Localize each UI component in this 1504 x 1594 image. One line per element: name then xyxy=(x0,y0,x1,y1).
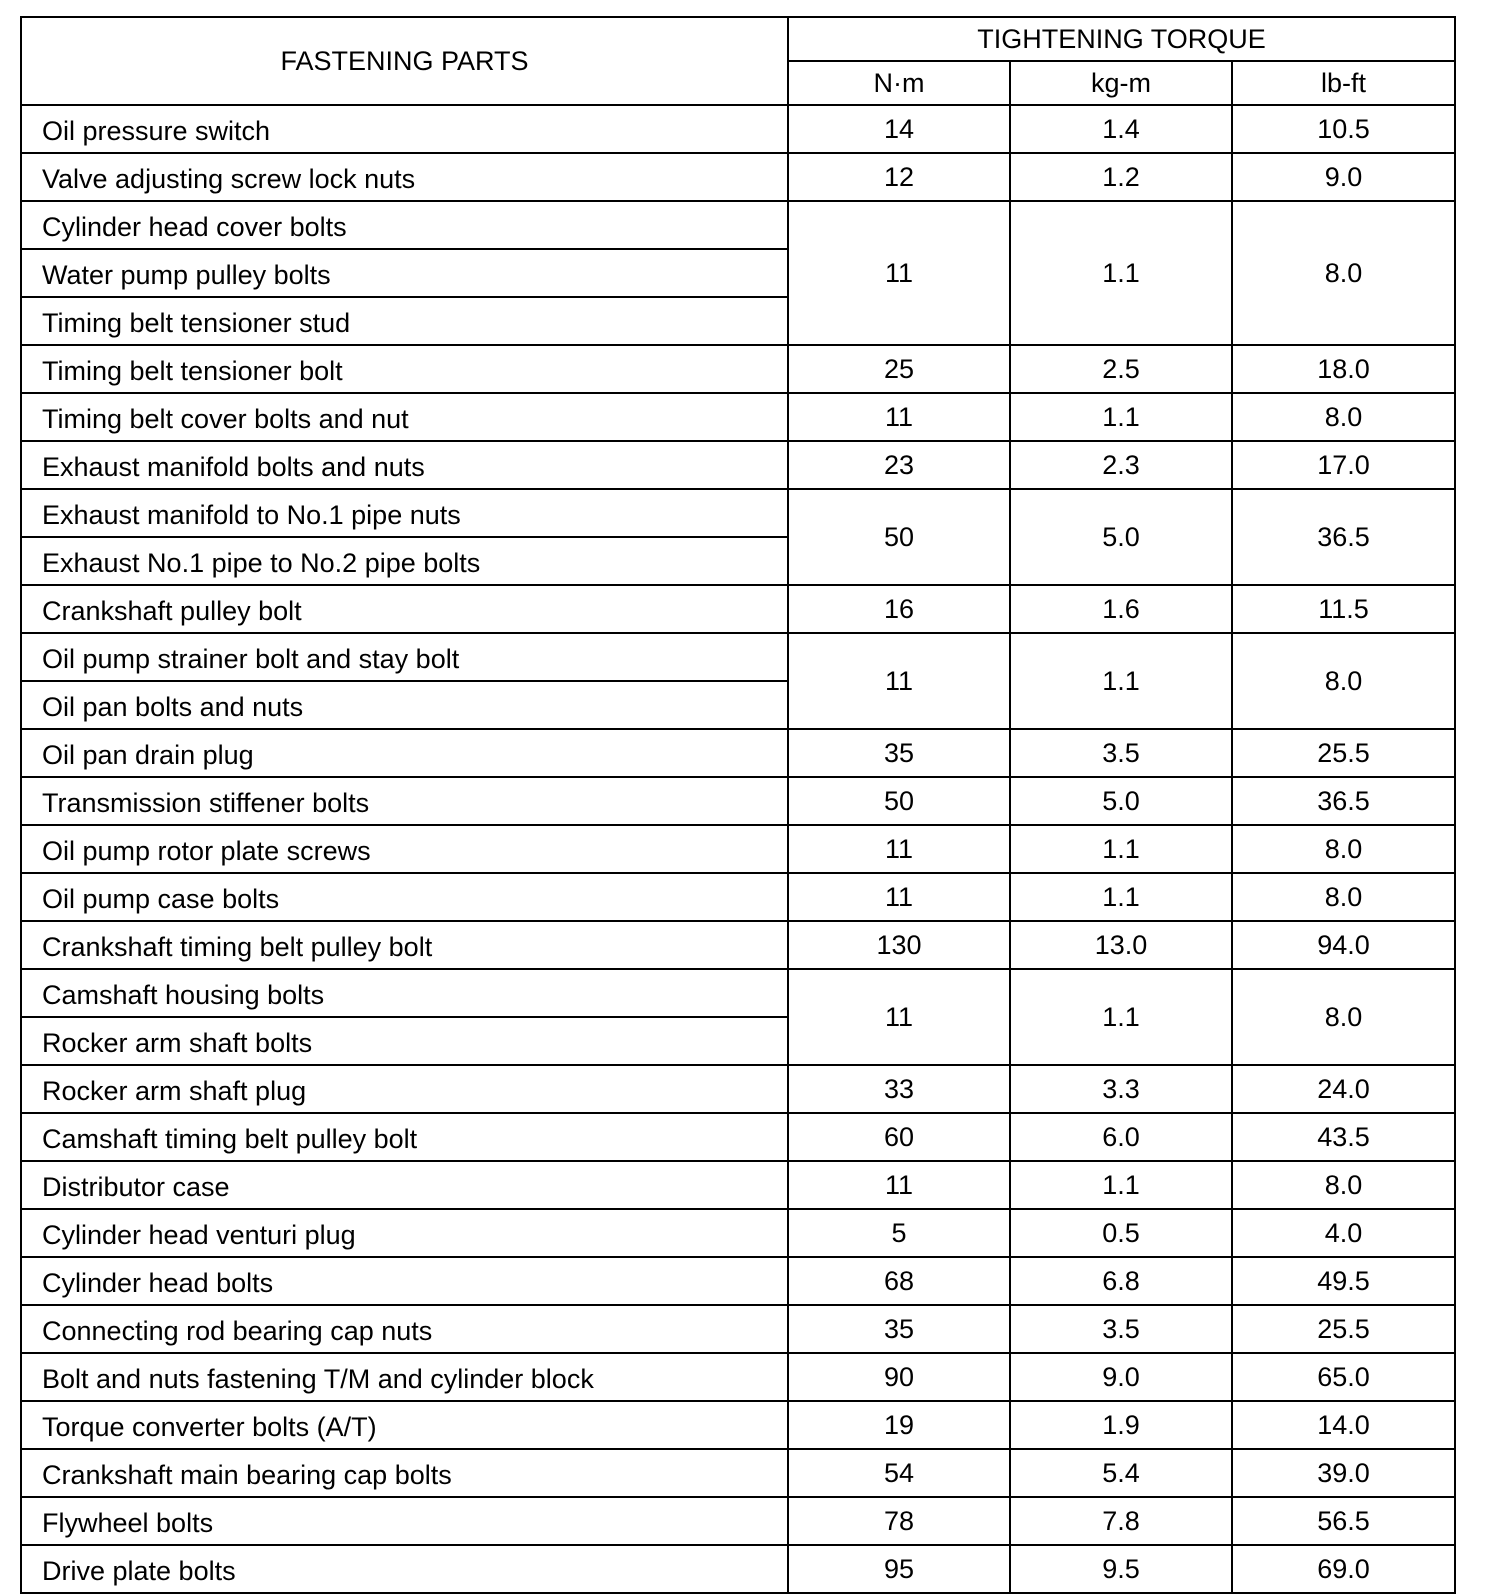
table-row xyxy=(21,1449,1455,1497)
torque-kgm-cell: 3.3 xyxy=(1010,1065,1232,1113)
table-row xyxy=(21,969,1455,1017)
torque-lbft-cell: 9.0 xyxy=(1232,153,1455,201)
table-row xyxy=(21,1065,1455,1113)
torque-lbft-cell: 17.0 xyxy=(1232,441,1455,489)
table-row xyxy=(21,489,1455,537)
torque-nm-cell: 33 xyxy=(788,1065,1010,1113)
torque-nm-cell: 11 xyxy=(788,201,1010,345)
torque-lbft-cell: 4.0 xyxy=(1232,1209,1455,1257)
torque-lbft-cell: 8.0 xyxy=(1232,393,1455,441)
fastening-part-cell: Oil pump strainer bolt and stay bolt xyxy=(21,633,788,681)
torque-lbft-cell: 43.5 xyxy=(1232,1113,1455,1161)
torque-nm-cell: 11 xyxy=(788,393,1010,441)
torque-kgm-cell: 1.1 xyxy=(1010,633,1232,729)
fastening-part-cell: Cylinder head cover bolts xyxy=(21,201,788,249)
fastening-part-cell: Transmission stiffener bolts xyxy=(21,777,788,825)
torque-kgm-cell: 13.0 xyxy=(1010,921,1232,969)
torque-kgm-cell: 9.5 xyxy=(1010,1545,1232,1593)
fastening-part-cell: Camshaft housing bolts xyxy=(21,969,788,1017)
torque-lbft-cell: 36.5 xyxy=(1232,489,1455,585)
fastening-part-cell: Timing belt cover bolts and nut xyxy=(21,393,788,441)
fastening-part-cell: Rocker arm shaft bolts xyxy=(21,1017,788,1065)
torque-lbft-cell: 56.5 xyxy=(1232,1497,1455,1545)
torque-kgm-cell: 6.8 xyxy=(1010,1257,1232,1305)
torque-kgm-cell: 3.5 xyxy=(1010,729,1232,777)
torque-kgm-cell: 0.5 xyxy=(1010,1209,1232,1257)
torque-nm-cell: 35 xyxy=(788,729,1010,777)
table-row xyxy=(21,1257,1455,1305)
torque-lbft-cell: 11.5 xyxy=(1232,585,1455,633)
torque-nm-cell: 60 xyxy=(788,1113,1010,1161)
header-row xyxy=(21,17,1455,61)
torque-lbft-cell: 49.5 xyxy=(1232,1257,1455,1305)
table-row xyxy=(21,729,1455,777)
torque-nm-cell: 11 xyxy=(788,873,1010,921)
torque-kgm-cell: 1.9 xyxy=(1010,1401,1232,1449)
torque-kgm-cell: 6.0 xyxy=(1010,1113,1232,1161)
fastening-part-cell: Exhaust No.1 pipe to No.2 pipe bolts xyxy=(21,537,788,585)
torque-lbft-cell: 8.0 xyxy=(1232,1161,1455,1209)
torque-kgm-cell: 9.0 xyxy=(1010,1353,1232,1401)
table-row xyxy=(21,1545,1455,1593)
torque-lbft-cell: 8.0 xyxy=(1232,633,1455,729)
torque-lbft-cell: 18.0 xyxy=(1232,345,1455,393)
fastening-part-cell: Camshaft timing belt pulley bolt xyxy=(21,1113,788,1161)
table-row xyxy=(21,1353,1455,1401)
torque-lbft-cell: 8.0 xyxy=(1232,969,1455,1065)
fastening-part-cell: Oil pump rotor plate screws xyxy=(21,825,788,873)
table-row xyxy=(21,873,1455,921)
fastening-part-cell: Torque converter bolts (A/T) xyxy=(21,1401,788,1449)
torque-nm-cell: 11 xyxy=(788,633,1010,729)
torque-lbft-cell: 8.0 xyxy=(1232,873,1455,921)
fastening-part-cell: Rocker arm shaft plug xyxy=(21,1065,788,1113)
table-row xyxy=(21,345,1455,393)
torque-nm-cell: 23 xyxy=(788,441,1010,489)
torque-nm-cell: 68 xyxy=(788,1257,1010,1305)
torque-nm-cell: 50 xyxy=(788,777,1010,825)
torque-lbft-cell: 39.0 xyxy=(1232,1449,1455,1497)
fastening-part-cell: Cylinder head bolts xyxy=(21,1257,788,1305)
fastening-part-cell: Cylinder head venturi plug xyxy=(21,1209,788,1257)
torque-nm-cell: 11 xyxy=(788,825,1010,873)
torque-table xyxy=(20,16,1456,1594)
torque-nm-cell: 16 xyxy=(788,585,1010,633)
fastening-part-cell: Exhaust manifold bolts and nuts xyxy=(21,441,788,489)
table-row xyxy=(21,633,1455,681)
unit-kgm-header: kg-m xyxy=(1010,61,1232,105)
table-row xyxy=(21,201,1455,249)
fastening-part-cell: Drive plate bolts xyxy=(21,1545,788,1593)
fastening-part-cell: Connecting rod bearing cap nuts xyxy=(21,1305,788,1353)
torque-nm-cell: 25 xyxy=(788,345,1010,393)
table-row xyxy=(21,1305,1455,1353)
torque-kgm-cell: 1.2 xyxy=(1010,153,1232,201)
torque-nm-cell: 5 xyxy=(788,1209,1010,1257)
fastening-part-cell: Bolt and nuts fastening T/M and cylinder block xyxy=(21,1353,788,1401)
torque-lbft-cell: 8.0 xyxy=(1232,825,1455,873)
torque-kgm-cell: 2.3 xyxy=(1010,441,1232,489)
table-row xyxy=(21,393,1455,441)
torque-lbft-cell: 69.0 xyxy=(1232,1545,1455,1593)
torque-kgm-cell: 3.5 xyxy=(1010,1305,1232,1353)
table-row xyxy=(21,1113,1455,1161)
torque-kgm-cell: 5.4 xyxy=(1010,1449,1232,1497)
fastening-part-cell: Flywheel bolts xyxy=(21,1497,788,1545)
torque-kgm-cell: 7.8 xyxy=(1010,1497,1232,1545)
table-row xyxy=(21,585,1455,633)
table-row xyxy=(21,153,1455,201)
torque-lbft-cell: 14.0 xyxy=(1232,1401,1455,1449)
torque-lbft-cell: 65.0 xyxy=(1232,1353,1455,1401)
table-row xyxy=(21,1161,1455,1209)
fastening-part-cell: Crankshaft pulley bolt xyxy=(21,585,788,633)
torque-nm-cell: 19 xyxy=(788,1401,1010,1449)
fastening-part-cell: Oil pressure switch xyxy=(21,105,788,153)
fastening-part-cell: Exhaust manifold to No.1 pipe nuts xyxy=(21,489,788,537)
torque-lbft-cell: 24.0 xyxy=(1232,1065,1455,1113)
torque-kgm-cell: 5.0 xyxy=(1010,777,1232,825)
fastening-parts-header: FASTENING PARTS xyxy=(21,17,788,105)
torque-lbft-cell: 10.5 xyxy=(1232,105,1455,153)
torque-kgm-cell: 1.1 xyxy=(1010,825,1232,873)
table-row xyxy=(21,441,1455,489)
torque-lbft-cell: 36.5 xyxy=(1232,777,1455,825)
torque-kgm-cell: 1.4 xyxy=(1010,105,1232,153)
torque-nm-cell: 35 xyxy=(788,1305,1010,1353)
table-row xyxy=(21,1497,1455,1545)
torque-kgm-cell: 1.1 xyxy=(1010,969,1232,1065)
fastening-part-cell: Oil pump case bolts xyxy=(21,873,788,921)
torque-kgm-cell: 1.1 xyxy=(1010,393,1232,441)
torque-nm-cell: 95 xyxy=(788,1545,1010,1593)
fastening-part-cell: Crankshaft timing belt pulley bolt xyxy=(21,921,788,969)
torque-nm-cell: 78 xyxy=(788,1497,1010,1545)
fastening-part-cell: Valve adjusting screw lock nuts xyxy=(21,153,788,201)
torque-nm-cell: 130 xyxy=(788,921,1010,969)
torque-nm-cell: 14 xyxy=(788,105,1010,153)
tightening-torque-header: TIGHTENING TORQUE xyxy=(788,17,1455,61)
torque-lbft-cell: 94.0 xyxy=(1232,921,1455,969)
torque-kgm-cell: 1.6 xyxy=(1010,585,1232,633)
table-row xyxy=(21,825,1455,873)
fastening-part-cell: Timing belt tensioner stud xyxy=(21,297,788,345)
torque-nm-cell: 54 xyxy=(788,1449,1010,1497)
torque-nm-cell: 11 xyxy=(788,1161,1010,1209)
table-row xyxy=(21,921,1455,969)
torque-nm-cell: 12 xyxy=(788,153,1010,201)
torque-lbft-cell: 25.5 xyxy=(1232,729,1455,777)
torque-kgm-cell: 5.0 xyxy=(1010,489,1232,585)
fastening-part-cell: Crankshaft main bearing cap bolts xyxy=(21,1449,788,1497)
fastening-part-cell: Oil pan drain plug xyxy=(21,729,788,777)
table-row xyxy=(21,1401,1455,1449)
unit-lbft-header: lb-ft xyxy=(1232,61,1455,105)
table-header xyxy=(21,17,1455,105)
torque-nm-cell: 11 xyxy=(788,969,1010,1065)
unit-nm-header: N·m xyxy=(788,61,1010,105)
table-row xyxy=(21,777,1455,825)
fastening-part-cell: Water pump pulley bolts xyxy=(21,249,788,297)
torque-lbft-cell: 25.5 xyxy=(1232,1305,1455,1353)
fastening-part-cell: Distributor case xyxy=(21,1161,788,1209)
fastening-part-cell: Oil pan bolts and nuts xyxy=(21,681,788,729)
torque-nm-cell: 90 xyxy=(788,1353,1010,1401)
torque-kgm-cell: 1.1 xyxy=(1010,201,1232,345)
torque-kgm-cell: 2.5 xyxy=(1010,345,1232,393)
torque-kgm-cell: 1.1 xyxy=(1010,1161,1232,1209)
torque-lbft-cell: 8.0 xyxy=(1232,201,1455,345)
fastening-part-cell: Timing belt tensioner bolt xyxy=(21,345,788,393)
table-row xyxy=(21,105,1455,153)
table-body xyxy=(21,105,1455,1593)
table-row xyxy=(21,1209,1455,1257)
torque-nm-cell: 50 xyxy=(788,489,1010,585)
torque-kgm-cell: 1.1 xyxy=(1010,873,1232,921)
